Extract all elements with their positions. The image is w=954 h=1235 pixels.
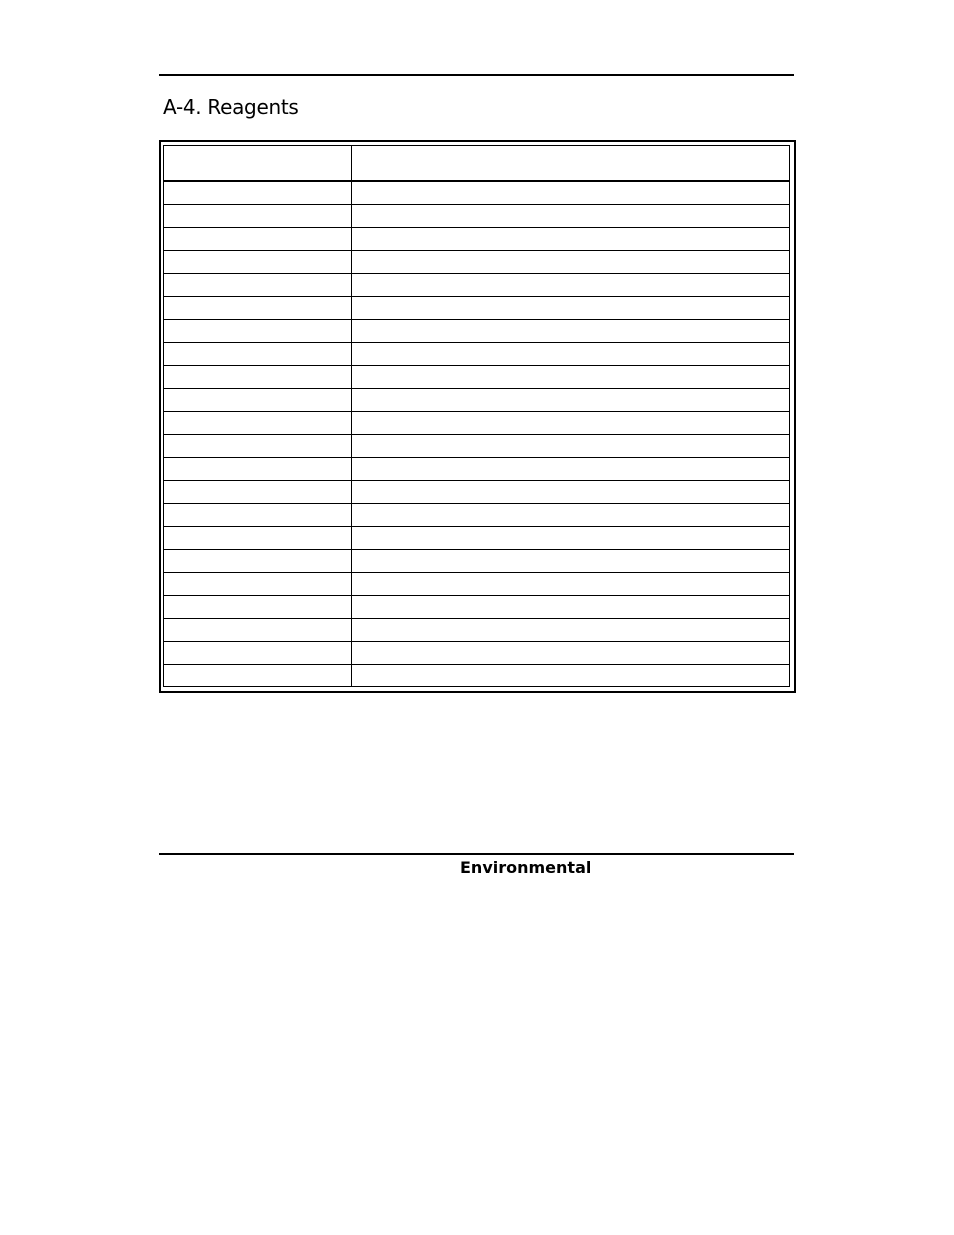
table-cell	[351, 596, 789, 619]
table-row	[164, 642, 789, 665]
table-cell	[164, 389, 351, 412]
table-cell	[351, 228, 789, 251]
table-row	[164, 251, 789, 274]
table-cell	[164, 619, 351, 642]
column-header	[164, 146, 351, 181]
table-cell	[164, 320, 351, 343]
table-row	[164, 619, 789, 642]
table-cell	[351, 527, 789, 550]
table-row	[164, 297, 789, 320]
table-row	[164, 412, 789, 435]
table-cell	[164, 573, 351, 596]
section-title: A-4. Reagents	[163, 95, 299, 119]
table-cell	[164, 481, 351, 504]
table-cell	[351, 573, 789, 596]
table-cell	[164, 228, 351, 251]
table-cell	[351, 251, 789, 274]
reagents-table-frame	[159, 140, 796, 693]
footer-text: Environmental	[460, 858, 592, 877]
table-cell	[351, 550, 789, 573]
table-cell	[164, 458, 351, 481]
table-cell	[351, 504, 789, 527]
table-cell	[164, 297, 351, 320]
table-cell	[351, 181, 789, 205]
table-cell	[164, 251, 351, 274]
table-row	[164, 573, 789, 596]
footer-rule	[159, 853, 794, 855]
table-cell	[351, 642, 789, 665]
table-cell	[351, 297, 789, 320]
header-rule	[159, 74, 794, 76]
table-cell	[351, 665, 789, 688]
table-cell	[164, 527, 351, 550]
table-row	[164, 389, 789, 412]
column-header	[351, 146, 789, 181]
table-row	[164, 665, 789, 688]
table-row	[164, 458, 789, 481]
table-row	[164, 343, 789, 366]
table-cell	[164, 665, 351, 688]
table-cell	[164, 504, 351, 527]
table-row	[164, 274, 789, 297]
table-cell	[164, 412, 351, 435]
table-row	[164, 527, 789, 550]
table-cell	[351, 619, 789, 642]
table-row	[164, 366, 789, 389]
table-row	[164, 481, 789, 504]
table-cell	[164, 274, 351, 297]
reagents-table-border	[163, 145, 790, 687]
table-cell	[351, 320, 789, 343]
table-row	[164, 596, 789, 619]
table-cell	[351, 412, 789, 435]
table-row	[164, 320, 789, 343]
table-row	[164, 205, 789, 228]
table-row	[164, 504, 789, 527]
table-cell	[351, 458, 789, 481]
table-row	[164, 435, 789, 458]
table-cell	[351, 389, 789, 412]
table-cell	[164, 366, 351, 389]
table-cell	[351, 274, 789, 297]
table-cell	[164, 181, 351, 205]
table-row	[164, 228, 789, 251]
table-header-row	[164, 146, 789, 181]
table-row	[164, 550, 789, 573]
table-cell	[164, 550, 351, 573]
table-cell	[351, 343, 789, 366]
reagents-table	[164, 146, 789, 687]
table-cell	[164, 435, 351, 458]
table-cell	[351, 205, 789, 228]
table-cell	[351, 481, 789, 504]
table-cell	[164, 642, 351, 665]
table-cell	[164, 596, 351, 619]
table-cell	[164, 343, 351, 366]
table-cell	[164, 205, 351, 228]
table-row	[164, 181, 789, 205]
table-cell	[351, 366, 789, 389]
table-cell	[351, 435, 789, 458]
